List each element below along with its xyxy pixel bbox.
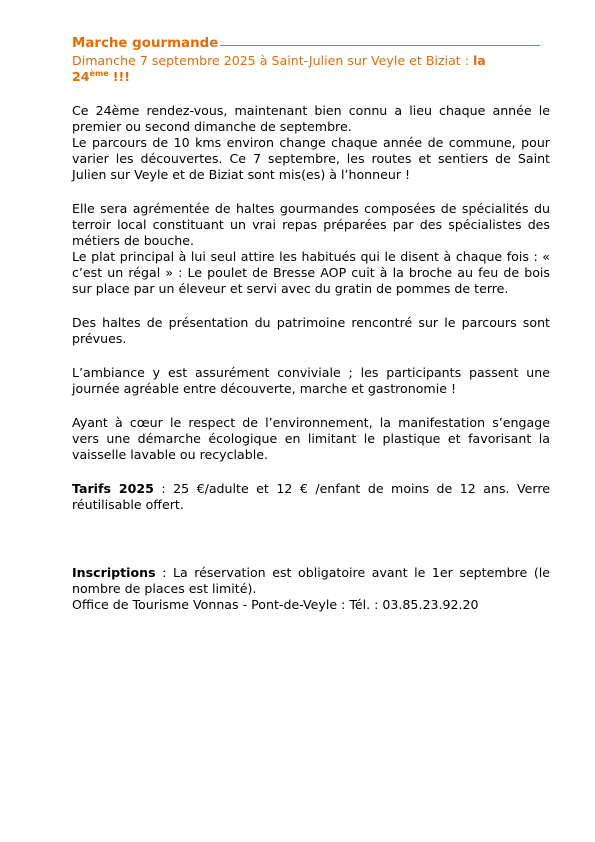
- paragraph-parcours: Le parcours de 10 kms environ change chaque année de commune, pour varier les découvertes. Ce 7 septembre, les routes et sentiers de Saint Julien sur Veyle et de Biziat sont mis(es) à l’honneur !: [72, 135, 550, 182]
- paragraph-plat: Le plat principal à lui seul attire les habitués qui le disent à chaque fois : « c’est un régal » : Le poulet de Bresse AOP cuit à la broche au feu de bois sur place par un éleveur et servi avec du gratin de pommes de terre.: [72, 249, 550, 296]
- subtitle-superscript: ème: [89, 68, 109, 78]
- tarifs-label: Tarifs 2025: [72, 481, 154, 496]
- inscriptions-text: : La réservation est obligatoire avant le 1er septembre (le nombre de places est limité).: [72, 565, 550, 596]
- subtitle-exclamation: !!!: [112, 69, 130, 84]
- paragraph-intro: Ce 24ème rendez-vous, maintenant bien connu a lieu chaque année le premier ou second dimanche de septembre.: [72, 103, 550, 134]
- inscriptions-label: Inscriptions: [72, 565, 156, 580]
- paragraph-patrimoine: Des haltes de présentation du patrimoine rencontré sur le parcours sont prévues.: [72, 315, 550, 346]
- tarifs-paragraph: [72, 481, 550, 513]
- title-underline: [220, 45, 540, 46]
- paragraph-ambiance: L’ambiance y est assurément conviviale ; les participants passent une journée agréable entre découverte, marche et gastronomie !: [72, 365, 550, 396]
- office-contact: Office de Tourisme Vonnas - Pont-de-Veyle : Tél. : 03.85.23.92.20: [72, 597, 479, 612]
- paragraph-environnement: Ayant à cœur le respect de l’environnement, la manifestation s’engage vers une démarche écologique en limitant le plastique et favorisant la vaisselle lavable ou recyclable.: [72, 415, 550, 462]
- subtitle-text: Dimanche 7 septembre 2025 à Saint-Julien sur Veyle et Biziat :: [72, 53, 469, 68]
- subtitle-bold: la: [472, 53, 486, 68]
- tarifs-text: : 25 €/adulte et 12 € /enfant de moins de 12 ans. Verre réutilisable offert.: [72, 481, 550, 512]
- subtitle-number: 24: [72, 69, 90, 84]
- inscriptions-paragraph: [72, 565, 550, 597]
- event-subtitle: [72, 53, 550, 85]
- title-row: [72, 36, 550, 52]
- document-title: Marche gourmande: [72, 36, 219, 51]
- paragraph-haltes: Elle sera agrémentée de haltes gourmandes composées de spécialités du terroir local constituant un vrai repas préparées par des spécialistes des métiers de bouche.: [72, 201, 550, 248]
- document-page: [72, 36, 550, 613]
